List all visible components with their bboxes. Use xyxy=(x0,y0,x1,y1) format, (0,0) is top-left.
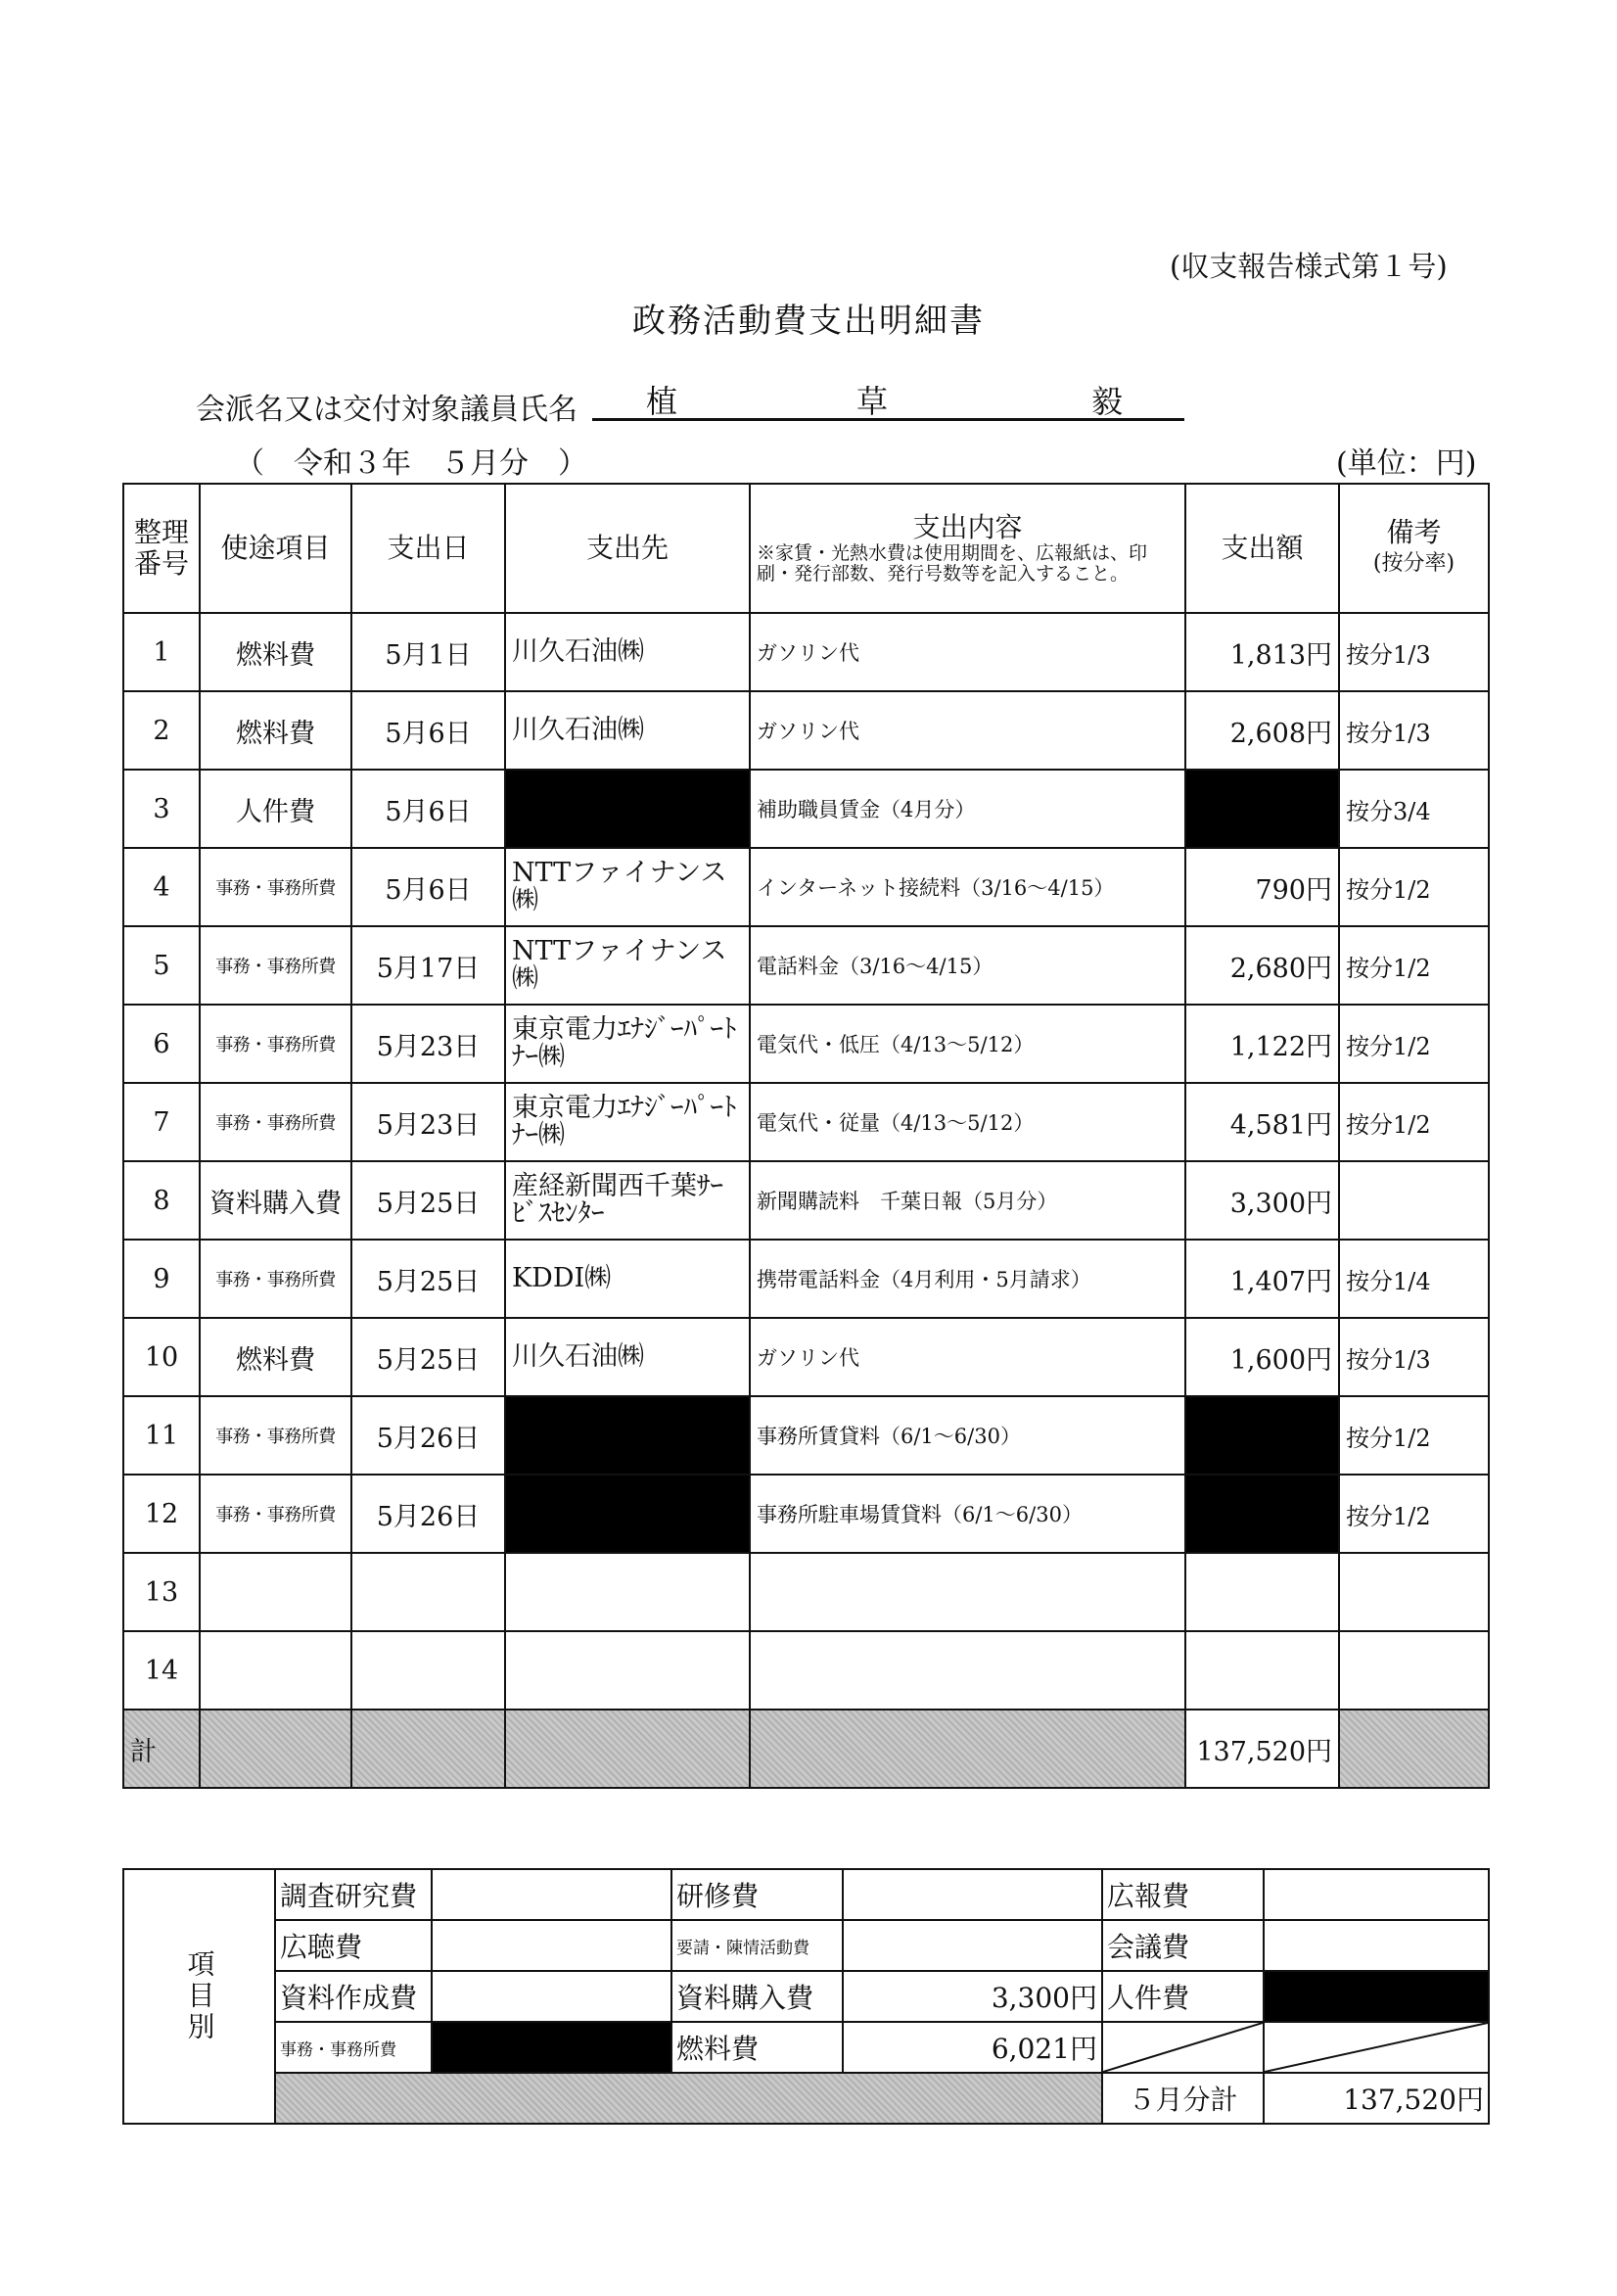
row-detail: 事務所駐車場賃貸料（6/1～6/30） xyxy=(750,1475,1185,1553)
summary-month-total-value: 137,520円 xyxy=(1264,2073,1489,2124)
row-amount-redacted xyxy=(1185,770,1339,848)
member-name xyxy=(592,377,1184,421)
header-remarks xyxy=(1339,484,1489,613)
row-amount: 1,813円 xyxy=(1185,613,1339,691)
row-note xyxy=(1339,1553,1489,1631)
row-number: 11 xyxy=(123,1396,200,1475)
row-number: 2 xyxy=(123,691,200,770)
row-date xyxy=(351,1553,505,1631)
summary-training-label: 研修費 xyxy=(671,1869,843,1920)
row-payee: 川久石油㈱ xyxy=(505,613,750,691)
row-date: 5月6日 xyxy=(351,691,505,770)
header-category: 使途項目 xyxy=(200,484,351,613)
header-amount: 支出額 xyxy=(1185,484,1339,613)
summary-petition-value xyxy=(843,1920,1102,1971)
summary-docs-buy-value: 3,300円 xyxy=(843,1971,1102,2022)
summary-docs-make-value xyxy=(432,1971,671,2022)
row-payee-redacted xyxy=(505,770,750,848)
row-number: 6 xyxy=(123,1005,200,1083)
row-date xyxy=(351,1631,505,1710)
summary-side-text: 項目別 xyxy=(183,1949,216,2043)
table-row xyxy=(123,1083,1489,1161)
row-date: 5月17日 xyxy=(351,926,505,1005)
summary-shaded-area xyxy=(275,2073,1102,2124)
row-detail: 携帯電話料金（4月利用・5月請求） xyxy=(750,1240,1185,1318)
member-name-part: 植 xyxy=(646,383,678,420)
row-category: 事務・事務所費 xyxy=(200,926,351,1005)
row-date: 5月6日 xyxy=(351,848,505,926)
summary-month-total-label: ５月分計 xyxy=(1102,2073,1264,2124)
row-payee xyxy=(505,1553,750,1631)
row-amount: 1,122円 xyxy=(1185,1005,1339,1083)
summary-hearing-value xyxy=(432,1920,671,1971)
table-row xyxy=(123,1553,1489,1631)
row-detail: 電話料金（3/16～4/15） xyxy=(750,926,1185,1005)
table-row xyxy=(123,1161,1489,1240)
row-note: 按分1/3 xyxy=(1339,691,1489,770)
table-row xyxy=(123,848,1489,926)
member-name-part: 毅 xyxy=(1091,383,1124,420)
table-row xyxy=(123,926,1489,1005)
row-category: 事務・事務所費 xyxy=(200,1005,351,1083)
summary-research-value xyxy=(432,1869,671,1920)
row-number: 1 xyxy=(123,613,200,691)
row-payee: 産経新聞西千葉ｻｰﾋﾞｽｾﾝﾀｰ xyxy=(505,1161,750,1240)
summary-fuel-label: 燃料費 xyxy=(671,2022,843,2073)
row-note xyxy=(1339,1631,1489,1710)
category-summary-table xyxy=(122,1868,1490,2125)
row-number: 4 xyxy=(123,848,200,926)
row-detail: ガソリン代 xyxy=(750,1318,1185,1396)
row-payee: NTTファイナンス㈱ xyxy=(505,848,750,926)
table-row xyxy=(123,770,1489,848)
total-amount: 137,520円 xyxy=(1185,1710,1339,1788)
row-category: 事務・事務所費 xyxy=(200,1396,351,1475)
row-payee-redacted xyxy=(505,1475,750,1553)
header-payee: 支出先 xyxy=(505,484,750,613)
row-detail: 補助職員賃金（4月分） xyxy=(750,770,1185,848)
row-number: 7 xyxy=(123,1083,200,1161)
header-no: 整理番号 xyxy=(123,484,200,613)
table-row xyxy=(123,1240,1489,1318)
row-detail: 新聞購読料 千葉日報（5月分） xyxy=(750,1161,1185,1240)
row-detail: ガソリン代 xyxy=(750,613,1185,691)
row-amount-redacted xyxy=(1185,1475,1339,1553)
table-row xyxy=(123,1005,1489,1083)
row-number: 10 xyxy=(123,1318,200,1396)
summary-meeting-value xyxy=(1264,1920,1489,1971)
summary-office-label: 事務・事務所費 xyxy=(275,2022,432,2073)
row-date: 5月6日 xyxy=(351,770,505,848)
header-content xyxy=(750,484,1185,613)
row-amount xyxy=(1185,1553,1339,1631)
row-detail: 電気代・従量（4/13～5/12） xyxy=(750,1083,1185,1161)
row-payee: 東京電力ｴﾅｼﾞｰﾊﾟｰﾄﾅｰ㈱ xyxy=(505,1083,750,1161)
row-number: 12 xyxy=(123,1475,200,1553)
row-note: 按分3/4 xyxy=(1339,770,1489,848)
table-row xyxy=(123,1396,1489,1475)
form-number: (収支報告様式第１号) xyxy=(1170,250,1448,283)
row-category: 事務・事務所費 xyxy=(200,848,351,926)
row-payee: 川久石油㈱ xyxy=(505,1318,750,1396)
row-amount-redacted xyxy=(1185,1396,1339,1475)
row-payee: KDDI㈱ xyxy=(505,1240,750,1318)
summary-fuel-value: 6,021円 xyxy=(843,2022,1102,2073)
row-note: 按分1/2 xyxy=(1339,1475,1489,1553)
row-category: 燃料費 xyxy=(200,1318,351,1396)
diagonal-line xyxy=(1265,2023,1488,2072)
row-detail xyxy=(750,1631,1185,1710)
row-detail: 電気代・低圧（4/13～5/12） xyxy=(750,1005,1185,1083)
row-date: 5月1日 xyxy=(351,613,505,691)
expense-table xyxy=(122,483,1490,1789)
diagonal-line xyxy=(1103,2023,1263,2072)
row-note xyxy=(1339,1161,1489,1240)
row-number: 3 xyxy=(123,770,200,848)
row-number: 5 xyxy=(123,926,200,1005)
row-note: 按分1/2 xyxy=(1339,1083,1489,1161)
row-category: 事務・事務所費 xyxy=(200,1475,351,1553)
summary-pr-label: 広報費 xyxy=(1102,1869,1264,1920)
row-payee xyxy=(505,1631,750,1710)
header-row xyxy=(123,484,1489,613)
header-date: 支出日 xyxy=(351,484,505,613)
total-blank xyxy=(200,1710,351,1788)
row-category: 人件費 xyxy=(200,770,351,848)
total-label: 計 xyxy=(123,1710,200,1788)
row-amount: 3,300円 xyxy=(1185,1161,1339,1240)
row-detail xyxy=(750,1553,1185,1631)
row-note: 按分1/3 xyxy=(1339,613,1489,691)
row-number: 14 xyxy=(123,1631,200,1710)
row-note: 按分1/4 xyxy=(1339,1240,1489,1318)
row-number: 9 xyxy=(123,1240,200,1318)
row-payee: 川久石油㈱ xyxy=(505,691,750,770)
summary-docs-buy-label: 資料購入費 xyxy=(671,1971,843,2022)
row-category: 事務・事務所費 xyxy=(200,1083,351,1161)
header-remarks-title: 備考 xyxy=(1386,516,1442,548)
row-note: 按分1/2 xyxy=(1339,848,1489,926)
header-remarks-sub: (按分率) xyxy=(1372,551,1455,576)
summary-crossed-cell xyxy=(1102,2022,1264,2073)
summary-office-value-redacted xyxy=(432,2022,671,2073)
member-label: 会派名又は交付対象議員氏名 xyxy=(196,393,578,427)
header-content-note: ※家賃・光熱水費は使用期間を、広報紙は、印刷・発行部数、発行号数等を記入すること。 xyxy=(757,542,1148,585)
row-date: 5月26日 xyxy=(351,1475,505,1553)
row-category: 事務・事務所費 xyxy=(200,1240,351,1318)
row-category: 資料購入費 xyxy=(200,1161,351,1240)
row-date: 5月23日 xyxy=(351,1083,505,1161)
page-title: 政務活動費支出明細書 xyxy=(632,302,985,341)
summary-training-value xyxy=(843,1869,1102,1920)
total-blank xyxy=(351,1710,505,1788)
summary-personnel-value-redacted xyxy=(1264,1971,1489,2022)
report-period: （ 令和３年 ５月分 ） xyxy=(235,446,587,481)
row-date: 5月25日 xyxy=(351,1240,505,1318)
row-detail: インターネット接続料（3/16～4/15） xyxy=(750,848,1185,926)
row-category xyxy=(200,1553,351,1631)
table-row xyxy=(123,1475,1489,1553)
summary-research-label: 調査研究費 xyxy=(275,1869,432,1920)
row-category: 燃料費 xyxy=(200,691,351,770)
table-row xyxy=(123,613,1489,691)
member-name-part: 草 xyxy=(856,383,889,420)
row-note: 按分1/2 xyxy=(1339,926,1489,1005)
unit-label: (単位：円) xyxy=(1336,446,1477,481)
row-number: 8 xyxy=(123,1161,200,1240)
row-note: 按分1/3 xyxy=(1339,1318,1489,1396)
summary-meeting-label: 会議費 xyxy=(1102,1920,1264,1971)
row-date: 5月25日 xyxy=(351,1161,505,1240)
row-note: 按分1/2 xyxy=(1339,1396,1489,1475)
row-amount: 4,581円 xyxy=(1185,1083,1339,1161)
table-row xyxy=(123,691,1489,770)
summary-pr-value xyxy=(1264,1869,1489,1920)
summary-crossed-cell xyxy=(1264,2022,1489,2073)
summary-side-label xyxy=(123,1869,275,2124)
row-amount: 1,600円 xyxy=(1185,1318,1339,1396)
row-number: 13 xyxy=(123,1553,200,1631)
total-row xyxy=(123,1710,1489,1788)
row-date: 5月25日 xyxy=(351,1318,505,1396)
row-detail: ガソリン代 xyxy=(750,691,1185,770)
row-amount xyxy=(1185,1631,1339,1710)
row-date: 5月23日 xyxy=(351,1005,505,1083)
total-blank xyxy=(1339,1710,1489,1788)
total-blank xyxy=(505,1710,750,1788)
row-category xyxy=(200,1631,351,1710)
header-content-title: 支出内容 xyxy=(912,511,1023,543)
summary-hearing-label: 広聴費 xyxy=(275,1920,432,1971)
row-amount: 2,608円 xyxy=(1185,691,1339,770)
row-payee: NTTファイナンス㈱ xyxy=(505,926,750,1005)
row-date: 5月26日 xyxy=(351,1396,505,1475)
row-amount: 790円 xyxy=(1185,848,1339,926)
total-blank xyxy=(750,1710,1185,1788)
summary-docs-make-label: 資料作成費 xyxy=(275,1971,432,2022)
row-note: 按分1/2 xyxy=(1339,1005,1489,1083)
row-category: 燃料費 xyxy=(200,613,351,691)
row-amount: 1,407円 xyxy=(1185,1240,1339,1318)
table-row xyxy=(123,1631,1489,1710)
row-payee: 東京電力ｴﾅｼﾞｰﾊﾟｰﾄﾅｰ㈱ xyxy=(505,1005,750,1083)
table-row xyxy=(123,1318,1489,1396)
row-amount: 2,680円 xyxy=(1185,926,1339,1005)
row-detail: 事務所賃貸料（6/1～6/30） xyxy=(750,1396,1185,1475)
summary-personnel-label: 人件費 xyxy=(1102,1971,1264,2022)
summary-petition-label: 要請・陳情活動費 xyxy=(671,1920,843,1971)
row-payee-redacted xyxy=(505,1396,750,1475)
